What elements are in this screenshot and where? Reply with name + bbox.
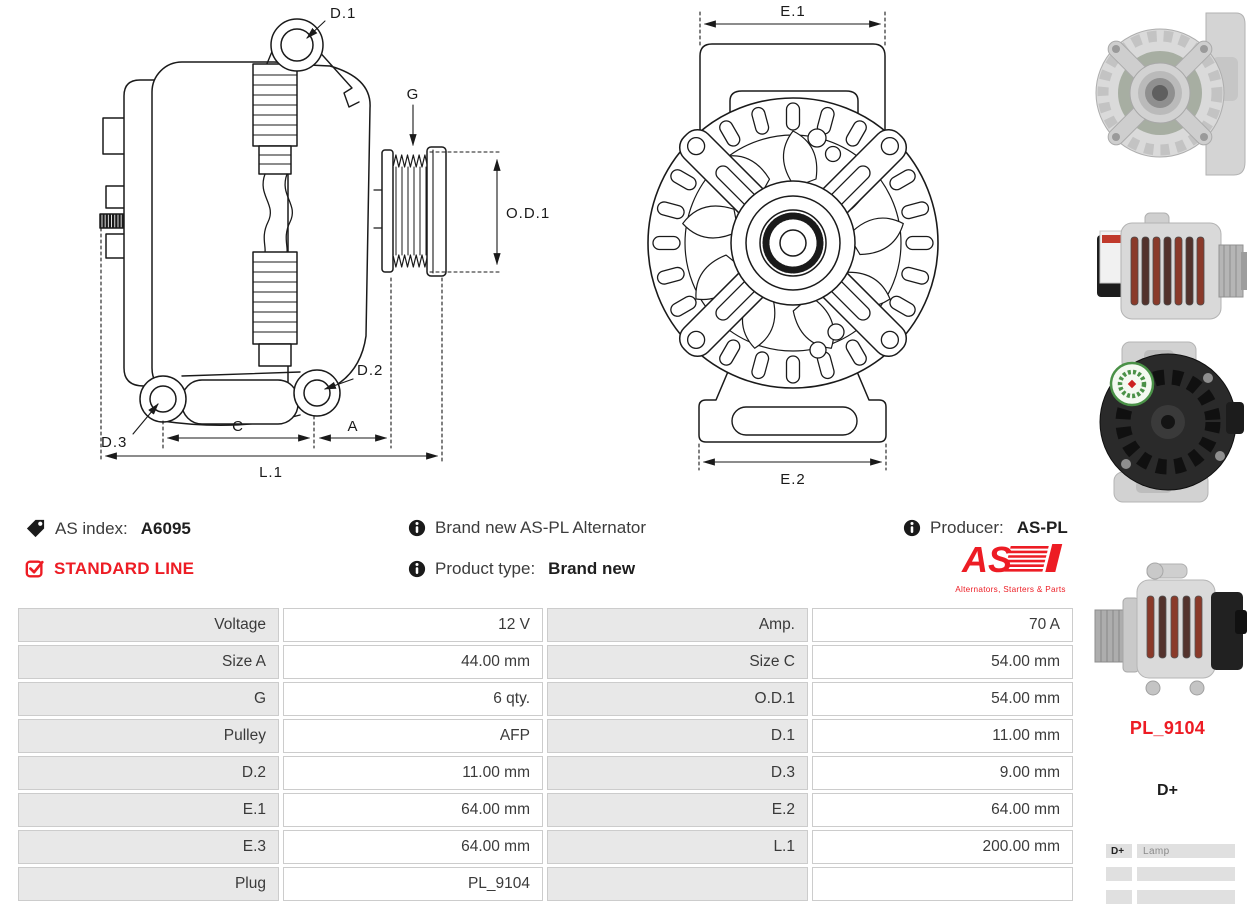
spec-row — [18, 793, 1073, 827]
spec-row — [18, 645, 1073, 679]
product-type-label: Product type: — [435, 559, 536, 578]
spec-row — [18, 867, 1073, 901]
spec-label: D.3 — [547, 756, 808, 790]
product-photo-side-pulley-right[interactable] — [1093, 205, 1248, 340]
as-pl-logo-tagline: Alternators, Starters & Parts — [955, 585, 1066, 594]
spec-value: 44.00 mm — [283, 645, 543, 679]
spec-value: 11.00 mm — [283, 756, 543, 790]
dim-label-a: A — [347, 418, 359, 435]
dim-label-e2: E.2 — [780, 471, 806, 488]
spec-label: E.3 — [18, 830, 279, 864]
info-icon — [903, 519, 921, 537]
pin-desc-cell — [1137, 867, 1235, 881]
spec-label: G — [18, 682, 279, 716]
product-line-label: STANDARD LINE — [54, 559, 195, 578]
spec-value: 64.00 mm — [283, 830, 543, 864]
tag-icon — [25, 518, 46, 539]
spec-label: O.D.1 — [547, 682, 808, 716]
product-photo-rear-black[interactable] — [1088, 338, 1253, 513]
spec-label: Plug — [18, 867, 279, 901]
product-type-value: Brand new — [548, 559, 636, 578]
product-photo-side-pulley-left[interactable] — [1093, 552, 1248, 707]
dim-label-e1: E.1 — [780, 3, 806, 20]
spec-row — [18, 719, 1073, 753]
spec-label — [547, 867, 808, 901]
as-pl-logo-text: AS — [961, 541, 1012, 579]
as-index-value: A6095 — [140, 518, 191, 538]
as-index-row — [25, 518, 191, 539]
description-text: Brand new AS-PL Alternator — [435, 518, 647, 537]
as-index-label: AS index: — [55, 518, 128, 538]
pin-row — [1106, 867, 1235, 881]
product-type-row — [408, 559, 635, 579]
as-pl-logo-mark — [952, 541, 1070, 579]
spec-table — [14, 605, 1077, 904]
spec-value: 54.00 mm — [812, 645, 1073, 679]
spec-label: E.2 — [547, 793, 808, 827]
producer-label: Producer: — [930, 518, 1004, 537]
pin-cell — [1106, 867, 1132, 881]
spec-value: 200.00 mm — [812, 830, 1073, 864]
pin-desc-cell: Lamp — [1137, 844, 1235, 858]
dim-label-od1: O.D.1 — [506, 205, 551, 222]
spec-label: D.1 — [547, 719, 808, 753]
spec-row — [18, 830, 1073, 864]
dim-label-d1: D.1 — [330, 5, 357, 22]
dim-label-d2: D.2 — [357, 362, 384, 379]
spec-value: AFP — [283, 719, 543, 753]
spec-value — [812, 867, 1073, 901]
spec-value: 70 A — [812, 608, 1073, 642]
description-row — [408, 518, 646, 538]
dim-label-c: C — [232, 418, 244, 435]
spec-label: Size C — [547, 645, 808, 679]
spec-label: Size A — [18, 645, 279, 679]
info-icon — [408, 560, 426, 578]
spec-value: PL_9104 — [283, 867, 543, 901]
spec-value: 9.00 mm — [812, 756, 1073, 790]
product-photo-front-angle[interactable] — [1088, 5, 1253, 190]
spec-row — [18, 682, 1073, 716]
terminal-label: D+ — [1157, 782, 1178, 799]
spec-label: L.1 — [547, 830, 808, 864]
spec-label: Voltage — [18, 608, 279, 642]
side-view-drawing — [100, 5, 550, 481]
spec-label: Amp. — [547, 608, 808, 642]
technical-drawing — [0, 0, 1000, 505]
spec-value: 11.00 mm — [812, 719, 1073, 753]
spec-value: 12 V — [283, 608, 543, 642]
spec-value: 64.00 mm — [812, 793, 1073, 827]
pin-table — [1106, 844, 1235, 913]
spec-value: 6 qty. — [283, 682, 543, 716]
pin-desc-cell — [1137, 890, 1235, 904]
producer-value: AS-PL — [1016, 518, 1068, 537]
dim-label-g: G — [406, 86, 420, 103]
pin-row — [1106, 890, 1235, 904]
dim-label-d3: D.3 — [101, 434, 128, 451]
spec-label: D.2 — [18, 756, 279, 790]
spec-value: 64.00 mm — [283, 793, 543, 827]
front-view-drawing — [648, 3, 938, 488]
spec-row — [18, 608, 1073, 642]
pin-cell — [1106, 890, 1132, 904]
spec-label: E.1 — [18, 793, 279, 827]
checkbox-checked-icon — [25, 559, 45, 579]
plug-code-label: PL_9104 — [1129, 718, 1206, 738]
info-icon — [408, 519, 426, 537]
dim-label-l1: L.1 — [259, 464, 283, 481]
spec-row — [18, 756, 1073, 790]
spec-value: 54.00 mm — [812, 682, 1073, 716]
spec-label: Pulley — [18, 719, 279, 753]
producer-row — [903, 518, 1068, 538]
product-line-row — [25, 559, 194, 579]
pin-cell: D+ — [1106, 844, 1132, 858]
pin-row — [1106, 844, 1235, 858]
as-pl-logo — [948, 541, 1073, 594]
